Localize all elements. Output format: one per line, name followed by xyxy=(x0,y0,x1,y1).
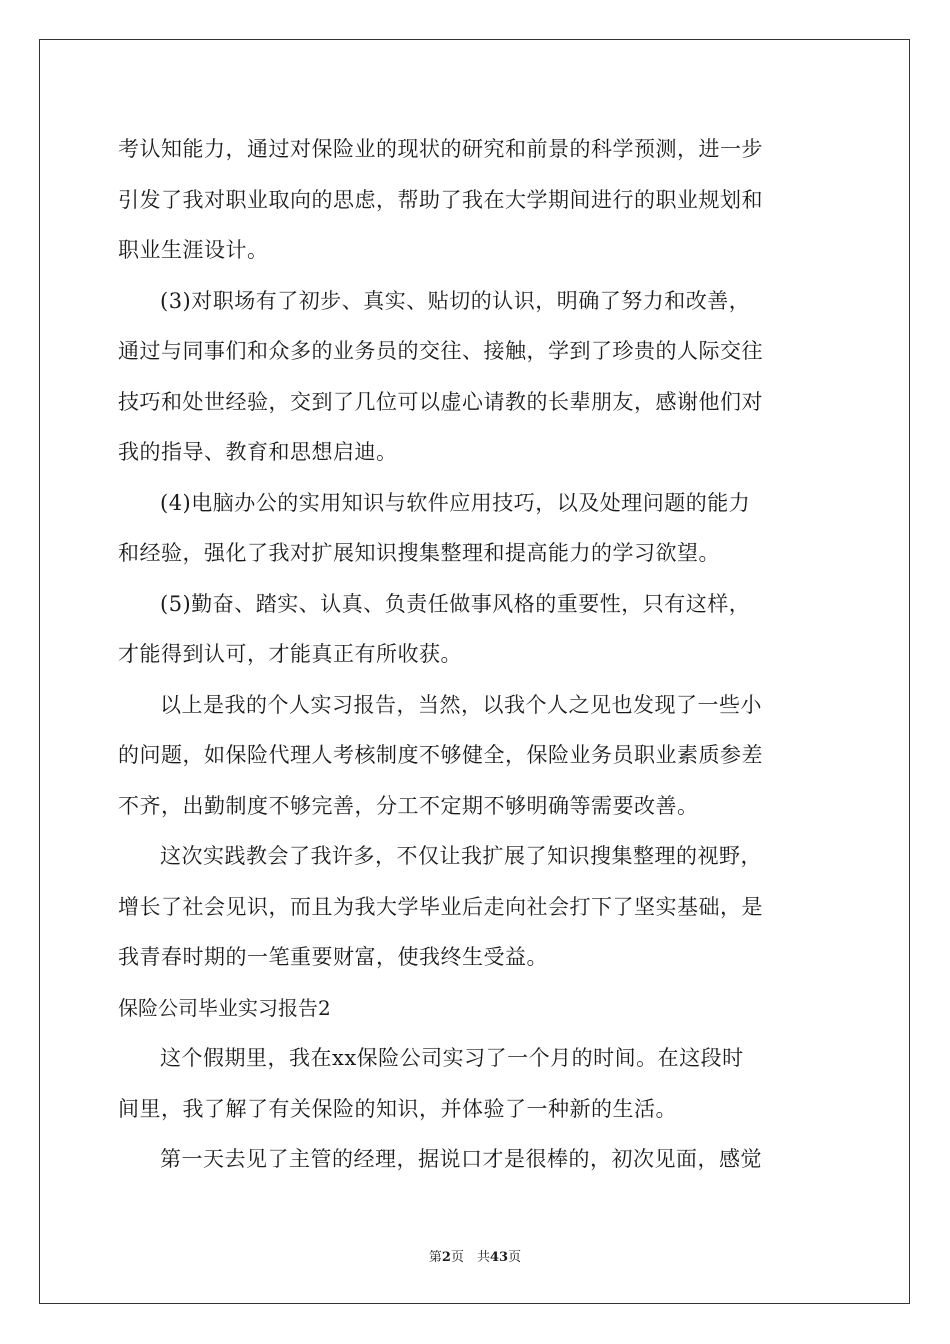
paragraph-start: 这个假期里，我在xx保险公司实习了一个月的时间。在这段时 xyxy=(160,1046,744,1070)
total-page-count: 43 xyxy=(489,1250,509,1265)
paragraph-start: (3)对职场有了初步、真实、贴切的认识，明确了努力和改善， xyxy=(160,288,751,313)
text-line: 我的指导、教育和思想启迪。 xyxy=(118,440,398,464)
text-line: 的问题，如保险代理人考核制度不够健全，保险业务员职业素质参差 xyxy=(118,743,763,767)
paragraph-start: 这次实践教会了我许多，不仅让我扩展了知识搜集整理的视野， xyxy=(160,844,762,868)
footer-prefix: 第 xyxy=(428,1250,442,1265)
text-line: 才能得到认可，才能真正有所收获。 xyxy=(118,642,462,666)
page-footer xyxy=(0,1246,950,1265)
paragraph-start: 以上是我的个人实习报告，当然，以我个人之见也发现了一些小 xyxy=(160,692,762,717)
text-line: 考认知能力，通过对保险业的现状的研究和前景的科学预测，进一步 xyxy=(118,137,763,161)
current-page-number: 2 xyxy=(441,1250,451,1265)
paragraph-start: (5)勤奋、踏实、认真、负责任做事风格的重要性，只有这样， xyxy=(160,591,751,616)
section-heading: 保险公司毕业实习报告2 xyxy=(118,995,331,1020)
text-line: 和经验，强化了我对扩展知识搜集整理和提高能力的学习欲望。 xyxy=(118,541,720,565)
text-line: 引发了我对职业取向的思虑，帮助了我在大学期间进行的职业规划和 xyxy=(118,187,763,212)
text-line: 不齐，出勤制度不够完善，分工不定期不够明确等需要改善。 xyxy=(118,793,699,818)
text-line: 职业生涯设计。 xyxy=(118,238,269,262)
document-body xyxy=(118,124,838,1185)
text-line: 我青春时期的一笔重要财富，使我终生受益。 xyxy=(118,945,548,969)
text-line: 技巧和处世经验，交到了几位可以虚心请教的长辈朋友，感谢他们对 xyxy=(118,389,763,414)
text-line: 增长了社会见识，而且为我大学毕业后走向社会打下了坚实基础，是 xyxy=(118,894,763,919)
text-line: 间里，我了解了有关保险的知识，并体验了一种新的生活。 xyxy=(118,1096,677,1121)
paragraph-start: 第一天去见了主管的经理，据说口才是很棒的，初次见面，感觉 xyxy=(160,1147,762,1171)
paragraph-start: (4)电脑办公的实用知识与软件应用技巧，以及处理问题的能力 xyxy=(160,490,751,515)
text-line: 通过与同事们和众多的业务员的交往、接触，学到了珍贵的人际交往 xyxy=(118,339,763,363)
footer-suffix: 页 xyxy=(508,1250,522,1265)
footer-mid: 页 共 xyxy=(450,1250,490,1265)
